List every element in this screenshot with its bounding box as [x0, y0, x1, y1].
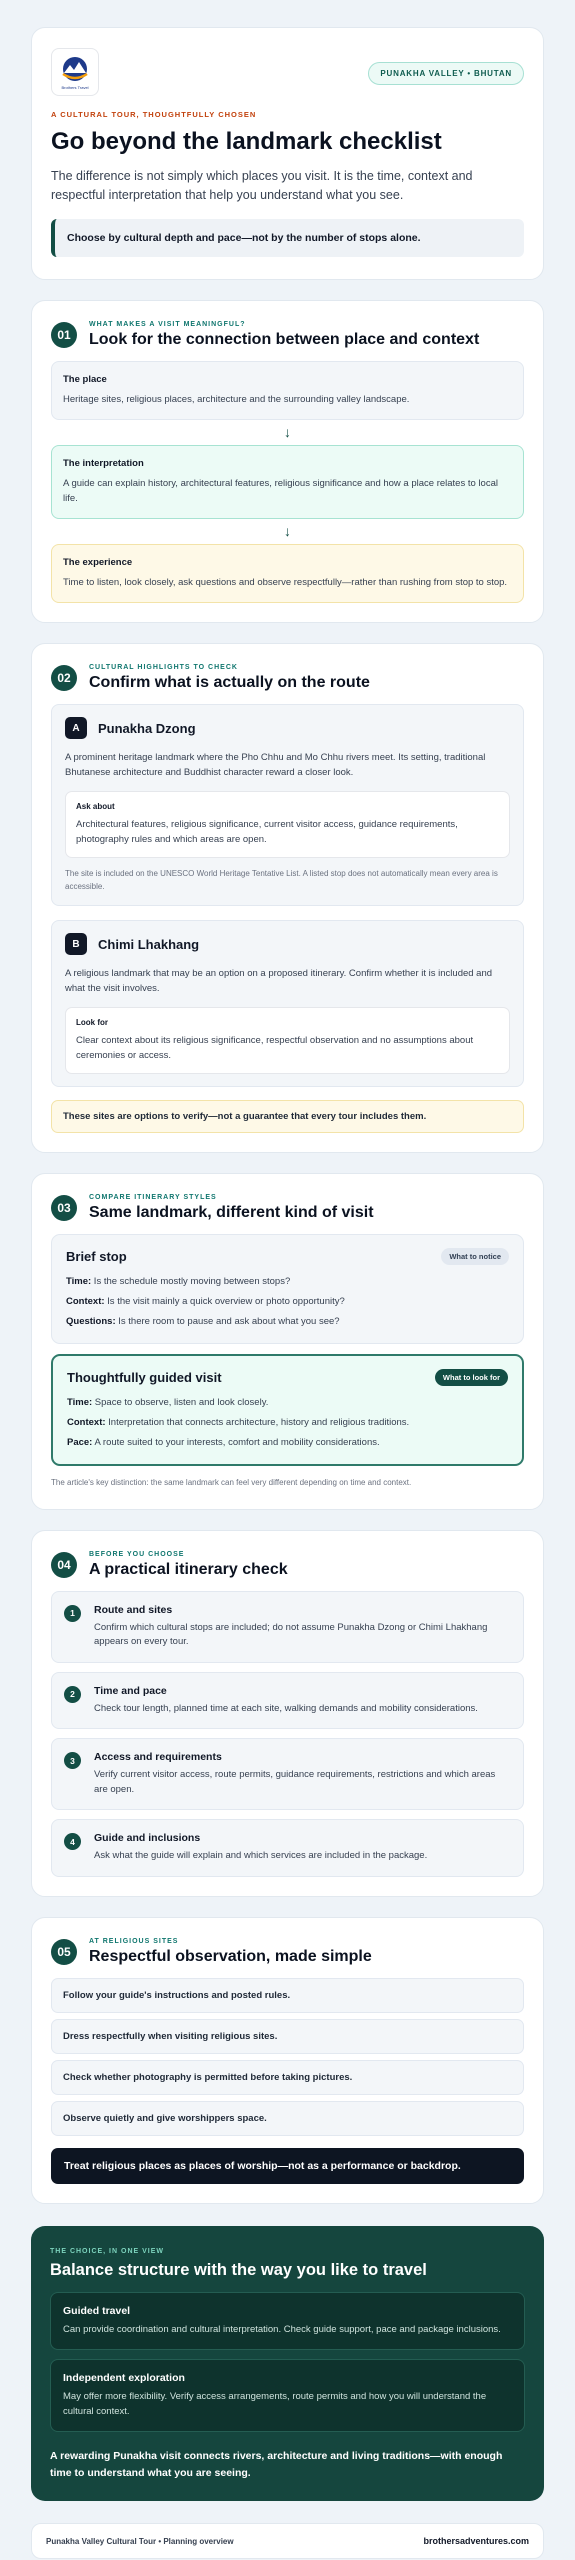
section-kicker: AT RELIGIOUS SITES [89, 1937, 179, 1945]
guided-visit-card [51, 1354, 524, 1466]
step-text: Check tour length, planned time at each site, walking demands and mobility considerations. [94, 1702, 478, 1714]
step-number: 1 [64, 1605, 81, 1622]
step-number: 4 [64, 1833, 81, 1850]
section-number: 01 [51, 322, 77, 348]
step-title: Route and sites [94, 1603, 173, 1616]
worship-callout: Treat religious places as places of worship—not as a performance or backdrop. [51, 2148, 524, 2184]
section-cultural-highlights [31, 643, 544, 1153]
logo-icon [55, 52, 95, 92]
section-kicker: BEFORE YOU CHOOSE [89, 1550, 185, 1558]
section-itinerary-styles [31, 1173, 544, 1510]
box-text: Time to listen, look closely, ask questions and observe respectfully—rather than rushing from stop to stop. [63, 577, 508, 588]
observation-item: Check whether photography is permitted before taking pictures. [51, 2060, 524, 2095]
inner-title: Ask about [76, 802, 115, 811]
section-kicker: WHAT MAKES A VISIT MEANINGFUL? [89, 321, 246, 328]
ask-about-box [65, 791, 510, 858]
look-for-tag: What to look for [435, 1369, 508, 1386]
inner-title: Look for [76, 1018, 108, 1027]
detail-row: Time: Is the schedule mostly moving between stops? [66, 1276, 291, 1287]
section-header [51, 664, 524, 692]
guided-travel-box [50, 2292, 525, 2351]
step-title: Access and requirements [94, 1751, 222, 1763]
box-title: The interpretation [63, 458, 144, 469]
footer-site-link[interactable]: brothersadventures.com [423, 2536, 529, 2546]
footer-label: Punakha Valley Cultural Tour • Planning overview [46, 2536, 234, 2546]
checklist-step [51, 1591, 524, 1663]
section-meaningful-visit [31, 300, 544, 623]
site-letter-badge: B [65, 933, 87, 955]
choice-panel [31, 2226, 544, 2502]
detail-row: Time: Space to observe, listen and look closely. [67, 1397, 269, 1408]
section-number: 05 [51, 1939, 77, 1965]
footer [31, 2523, 544, 2559]
section-header [51, 321, 524, 349]
place-box [51, 361, 524, 420]
section-itinerary-check [31, 1530, 544, 1897]
section-title: Confirm what is actually on the route [89, 674, 370, 691]
step-text: Ask what the guide will explain and which services are included in the package. [94, 1850, 428, 1861]
section-title: Same landmark, different kind of visit [89, 1204, 374, 1221]
site-card-punakha-dzong [51, 704, 524, 906]
site-name: Punakha Dzong [98, 720, 196, 736]
site-description: A prominent heritage landmark where the Pho Chhu and Mo Chhu rivers meet. Its setting, traditional Bhutanese architecture and Buddhist character reward a closer look. [65, 752, 486, 778]
box-text: Heritage sites, religious places, architecture and the surrounding valley landscape. [63, 394, 410, 405]
look-for-box [65, 1007, 510, 1074]
box-title: The place [63, 374, 107, 385]
detail-row: Pace: A route suited to your interests, comfort and mobility considerations. [67, 1437, 380, 1448]
step-number: 2 [64, 1686, 81, 1703]
down-arrow-icon: ↓ [284, 424, 291, 440]
section-respectful-observation [31, 1917, 544, 2204]
interpretation-box [51, 445, 524, 519]
notice-tag: What to notice [441, 1248, 509, 1265]
choice-box-text: May offer more flexibility. Verify access arrangements, route permits and how you will understand the cultural context. [63, 2391, 487, 2417]
brand-logo[interactable] [51, 48, 99, 96]
box-title: The experience [63, 557, 133, 568]
down-arrow-icon: ↓ [284, 523, 291, 539]
hero-card [31, 27, 544, 280]
verify-warning: These sites are options to verify—not a guarantee that every tour includes them. [51, 1100, 524, 1133]
style-title: Brief stop [66, 1249, 127, 1264]
section-header [51, 1938, 524, 1966]
step-title: Guide and inclusions [94, 1832, 201, 1844]
inner-text: Clear context about its religious significance, respectful observation and no assumptions about ceremonies or access. [76, 1035, 474, 1061]
section-header [51, 1551, 524, 1579]
section-number: 04 [51, 1552, 77, 1578]
step-title: Time and pace [94, 1684, 167, 1697]
hero-kicker: A CULTURAL TOUR, THOUGHTFULLY CHOSEN [51, 110, 257, 119]
section-title: Look for the connection between place and context [89, 331, 480, 348]
observation-item: Follow your guide's instructions and posted rules. [51, 1978, 524, 2013]
detail-row: Questions: Is there room to pause and ask about what you see? [66, 1316, 340, 1327]
logo-text: Brothers Travel [61, 85, 89, 90]
site-card-chimi-lhakhang [51, 920, 524, 1087]
choice-box-text: Can provide coordination and cultural interpretation. Check guide support, pace and package inclusions. [63, 2323, 501, 2335]
checklist-step [51, 1738, 524, 1810]
style-title: Thoughtfully guided visit [67, 1370, 222, 1385]
section-header [51, 1194, 524, 1222]
observation-item: Dress respectfully when visiting religious sites. [51, 2019, 524, 2054]
section-number: 02 [51, 665, 77, 691]
page-title: Go beyond the landmark checklist [51, 128, 442, 155]
step-text: Confirm which cultural stops are included; do not assume Punakha Dzong or Chimi Lhakhang appears on every tour. [94, 1621, 488, 1647]
independent-exploration-box [50, 2359, 525, 2432]
section-title: Respectful observation, made simple [89, 1947, 372, 1965]
choice-box-title: Independent exploration [63, 2372, 185, 2384]
checklist-step [51, 1819, 524, 1877]
step-number: 3 [64, 1752, 81, 1769]
distinction-note: The article's key distinction: the same landmark can feel very different depending on time and context. [51, 1478, 412, 1487]
site-letter-badge: A [65, 717, 87, 739]
location-pill: PUNAKHA VALLEY • BHUTAN [368, 62, 524, 85]
choice-box-title: Guided travel [63, 2304, 131, 2317]
box-text: A guide can explain history, architectural features, religious significance and how a place relates to local life. [63, 478, 498, 504]
section-title: A practical itinerary check [89, 1560, 288, 1578]
observation-item: Observe quietly and give worshippers space. [51, 2101, 524, 2136]
step-text: Verify current visitor access, route permits, guidance requirements, restrictions and which areas are open. [94, 1769, 496, 1795]
choice-kicker: THE CHOICE, IN ONE VIEW [50, 2247, 165, 2255]
hero-callout: Choose by cultural depth and pace—not by the number of stops alone. [51, 219, 524, 257]
section-kicker: CULTURAL HIGHLIGHTS TO CHECK [89, 664, 238, 671]
site-name: Chimi Lhakhang [98, 936, 200, 952]
site-description: A religious landmark that may be an option on a proposed itinerary. Confirm whether it is included and what the visit involves. [65, 968, 493, 994]
section-kicker: COMPARE ITINERARY STYLES [89, 1194, 217, 1201]
inner-text: Architectural features, religious significance, current visitor access, guidance requirements, photography rules and which areas are open. [76, 819, 458, 845]
hero-lead: The difference is not simply which places you visit. It is the time, context and respectful interpretation that help you understand what you see. [51, 169, 473, 202]
section-number: 03 [51, 1195, 77, 1221]
choice-conclusion: A rewarding Punakha visit connects rivers, architecture and living traditions—with enough time to understand what you are seeing. [50, 2450, 503, 2479]
experience-box [51, 544, 524, 603]
detail-row: Context: Is the visit mainly a quick overview or photo opportunity? [66, 1296, 345, 1307]
detail-row: Context: Interpretation that connects architecture, history and religious traditions. [67, 1417, 410, 1428]
unesco-note: The site is included on the UNESCO World Heritage Tentative List. A listed stop does not automatically mean every area is accessible. [65, 869, 498, 891]
brief-stop-card [51, 1234, 524, 1344]
checklist-step [51, 1672, 524, 1730]
choice-title: Balance structure with the way you like to travel [50, 2260, 427, 2279]
